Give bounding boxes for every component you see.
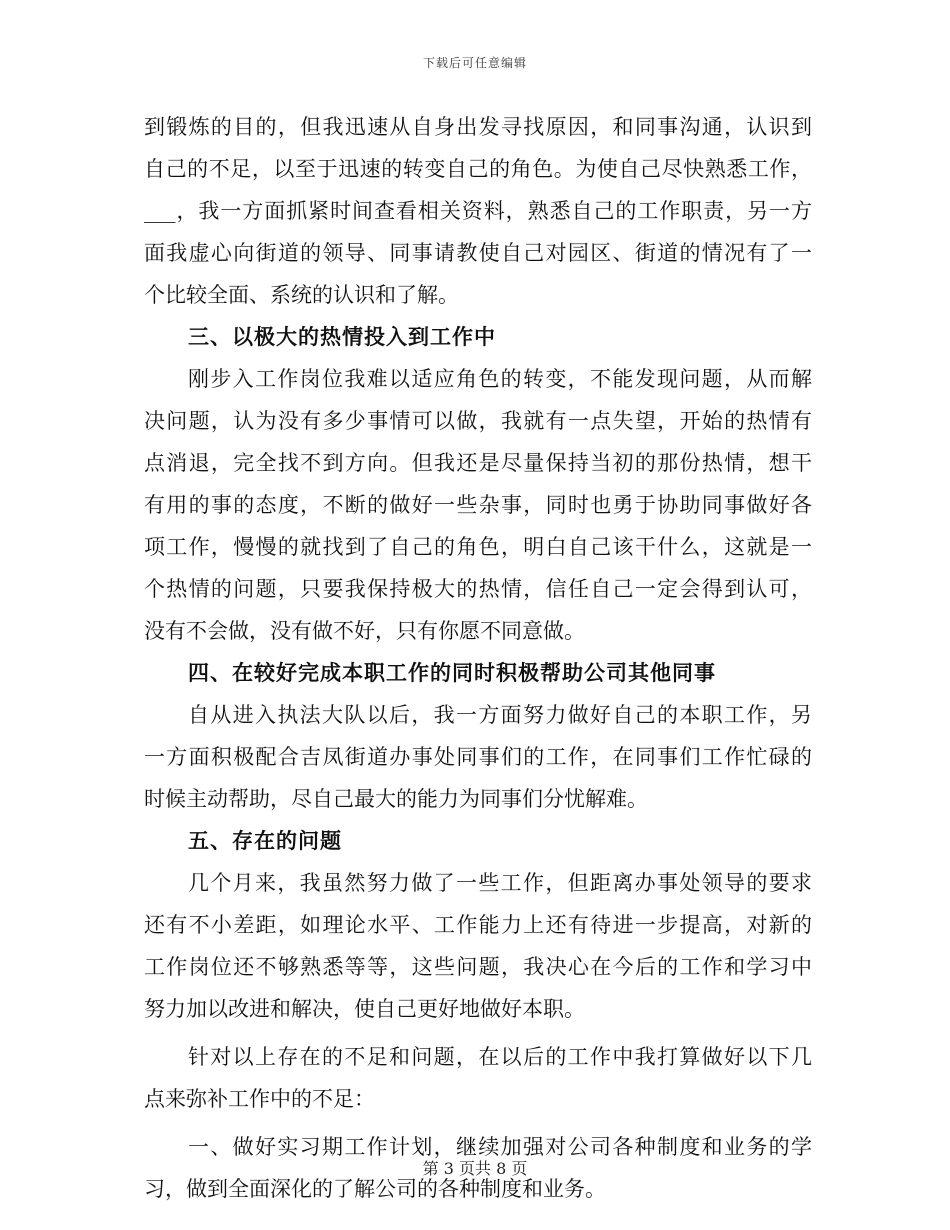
text-line: 点消退，完全找不到方向。但我还是尽量保持当初的那份热情，想干: [144, 451, 812, 475]
text-line: 刚步入工作岗位我难以适应角色的转变，不能发现问题，从而解: [188, 367, 812, 391]
document-body: [144, 106, 812, 1210]
text-line: 几个月来，我虽然努力做了一些工作，但距离办事处领导的要求: [188, 871, 812, 895]
text-line: 到锻炼的目的，但我迅速从自身出发寻找原因，和同事沟通，认识到: [144, 115, 812, 139]
text-line: 自从进入执法大队以后，我一方面努力做好自己的本职工作，另: [188, 703, 812, 727]
text-line: 一、做好实习期工作计划，继续加强对公司各种制度和业务的学: [188, 1135, 812, 1159]
text-line: 还有不小差距，如理论水平、工作能力上还有待进一步提高，对新的: [144, 913, 812, 937]
text-line: ___，我一方面抓紧时间查看相关资料，熟悉自己的工作职责，另一方: [144, 199, 812, 223]
text-line: 一方面积极配合吉凤街道办事处同事们的工作，在同事们工作忙碌的: [144, 745, 812, 769]
text-line: 个比较全面、系统的认识和了解。: [144, 283, 459, 307]
text-line: 项工作，慢慢的就找到了自己的角色，明白自己该干什么，这就是一: [144, 535, 812, 559]
text-line: 点来弥补工作中的不足：: [144, 1087, 375, 1111]
text-line: 自己的不足，以至于迅速的转变自己的角色。为使自己尽快熟悉工作，: [144, 157, 812, 181]
page-header: 下载后可任意编辑: [422, 56, 527, 70]
text-line: 面我虚心向街道的领导、同事请教使自己对园区、街道的情况有了一: [144, 241, 812, 265]
section-heading: 三、以极大的热情投入到工作中: [188, 324, 496, 349]
text-line: 时候主动帮助，尽自己最大的能力为同事们分忧解难。: [144, 787, 648, 811]
text-line: 个热情的问题，只要我保持极大的热情，信任自己一定会得到认可，: [144, 577, 812, 601]
text-line: 决问题，认为没有多少事情可以做，我就有一点失望，开始的热情有: [144, 409, 812, 433]
page-footer: 第 3 页共 8 页: [422, 1159, 528, 1178]
text-line: 没有不会做，没有做不好，只有你愿不同意做。: [144, 619, 585, 643]
text-line: 习，做到全面深化的了解公司的各种制度和业务。: [144, 1177, 606, 1201]
text-line: 有用的事的态度，不断的做好一些杂事，同时也勇于协助同事做好各: [144, 493, 812, 517]
section-heading: 五、存在的问题: [188, 828, 342, 853]
text-line: 工作岗位还不够熟悉等等，这些问题，我决心在今后的工作和学习中: [144, 955, 812, 979]
text-line: 努力加以改进和解决，使自己更好地做好本职。: [144, 997, 585, 1021]
section-heading: 四、在较好完成本职工作的同时积极帮助公司其他同事: [188, 660, 716, 685]
text-line: 针对以上存在的不足和问题，在以后的工作中我打算做好以下几: [188, 1045, 812, 1069]
